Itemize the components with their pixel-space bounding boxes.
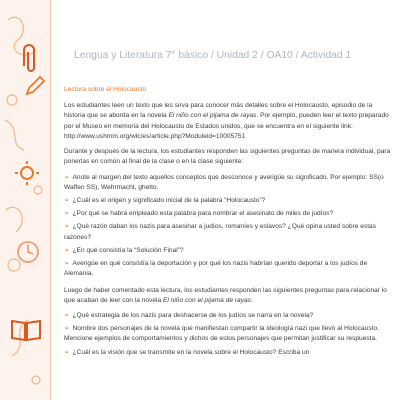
list-item: ➢ ¿Qué razón daban los nazis para asesinar a judíos, romaníes y eslavos? ¿Qué opina usted sobre estas razones? bbox=[64, 223, 377, 241]
list-item: ➢ Averigüe en qué consistía la deportación y por qué los nazis habrían querido deportar a los judíos de Alemania. bbox=[64, 260, 368, 278]
list-item: ➢ ¿Qué estrategia de los nazis para deshacerse de los judíos se narra en la novela? bbox=[64, 311, 314, 319]
page-title: Lengua y Literatura 7° básico / Unidad 2 / OA10 / Actividad 1 bbox=[74, 50, 352, 61]
list-item: ➢ ¿Cuál es la visión que se transmite en la novela sobre el Holocausto? Escriba un bbox=[64, 348, 310, 356]
list-item: ➢ Anote al margen del texto aquellos conceptos que desconoce y averigüe su significado. Por ejemplo: SS(o Waffen SS), Wehrmacht, ghetto. bbox=[64, 173, 384, 191]
paperclip-icon bbox=[18, 42, 40, 74]
question-list-2 bbox=[64, 311, 394, 358]
relation-paragraph: Luego de haber comentado esta lectura, los estudiantes responden las siguientes preguntas para relacionar lo que acaban de leer con la novela El niño con el pijama de rayas: bbox=[64, 286, 387, 304]
clock-icon bbox=[16, 240, 40, 264]
list-item: ➢ ¿En qué consistía la “Solución Final”? bbox=[64, 246, 184, 254]
intro-paragraph: Los estudiantes leen un texto que les sirva para conocer más detalles sobre el Holocausto, episodio de la historia que se aborda en la novela El niño con el pijama de rayas. Por ejemplo, pueden leer el texto preparado por el Museo en memoria del Holocausto de Estados unidos, que se encuentra en el siguiente link: http://www.ushmm.org/wlc/es/article.php?Moduleid=10005751 bbox=[64, 102, 389, 140]
main-content bbox=[64, 85, 394, 361]
section-title: Lectura sobre el Holocausto bbox=[64, 86, 147, 93]
instructions-paragraph: Durante y después de la lectura, los estudiantes responden las siguientes preguntas de manera individual, para ponerlas en común al final de la clase o en la clase siguiente: bbox=[64, 148, 391, 166]
question-list-1 bbox=[64, 173, 394, 280]
pencil-icon bbox=[24, 75, 46, 97]
list-item: ➢ Nombre dos personajes de la novela que manifiestan compartir la ideología nazi que llevó al Holocausto. Mencione ejemplos de comportamientos y dichos de estos personajes que permitan justificar su respuesta. bbox=[64, 325, 379, 343]
book-icon bbox=[10, 318, 42, 342]
list-item: ➢ ¿Por qué se habrá empleado esta palabra para nombrar el asesinato de miles de judíos? bbox=[64, 210, 334, 218]
sun-icon bbox=[14, 160, 40, 186]
list-item: ➢ ¿Cuál es el origen y significado inicial de la palabra “Holocausto”? bbox=[64, 196, 266, 204]
